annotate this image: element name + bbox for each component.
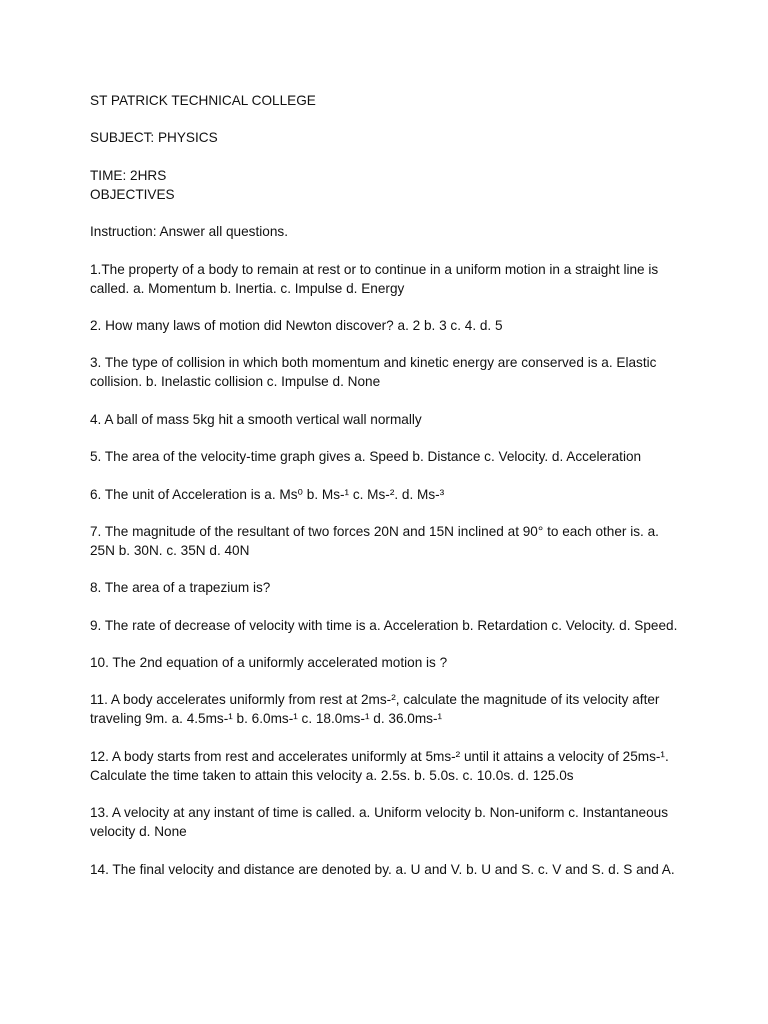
question-11 <box>90 690 680 728</box>
question-14 <box>90 860 680 879</box>
question-10 <box>90 653 680 672</box>
header-time-block <box>90 166 680 204</box>
document-page <box>90 91 680 897</box>
instruction-block <box>90 222 680 241</box>
time-line: TIME: 2HRS <box>90 167 167 183</box>
instruction-text: Instruction: Answer all questions. <box>90 224 288 240</box>
question-6 <box>90 485 680 504</box>
header-subject-block <box>90 128 680 147</box>
header-college-block <box>90 91 680 110</box>
section-title: OBJECTIVES <box>90 186 175 202</box>
question-text: 1.The property of a body to remain at rest or to continue in a uniform motion in a straight line is called. a. Momentum b. Inertia. c. Impulse d. Energy <box>90 261 659 296</box>
question-text: 13. A velocity at any instant of time is called. a. Uniform velocity b. Non-uniform c. Instantaneous velocity d. None <box>90 805 669 840</box>
question-text: 14. The final velocity and distance are denoted by. a. U and V. b. U and S. c. V and S. d. S and A. <box>90 861 675 877</box>
question-9 <box>90 616 680 635</box>
question-text: 2. How many laws of motion did Newton discover? a. 2 b. 3 c. 4. d. 5 <box>90 317 503 333</box>
question-text: 6. The unit of Acceleration is a. Ms⁰ b. Ms-¹ c. Ms-². d. Ms-³ <box>90 486 445 502</box>
question-3 <box>90 353 680 391</box>
question-4 <box>90 410 680 429</box>
college-name: ST PATRICK TECHNICAL COLLEGE <box>90 93 316 108</box>
subject-line: SUBJECT: PHYSICS <box>90 130 218 146</box>
question-12 <box>90 747 680 785</box>
question-text: 12. A body starts from rest and accelerates uniformly at 5ms-² until it attains a velocity of 25ms-¹. Calculate the time taken to attain this velocity a. 2.5s. b. 5.0s. c. 10.0s. d. 125.0s <box>90 748 669 783</box>
question-7 <box>90 522 680 560</box>
question-1 <box>90 260 680 298</box>
question-8 <box>90 578 680 597</box>
question-2 <box>90 316 680 335</box>
question-13 <box>90 803 680 841</box>
question-text: 5. The area of the velocity-time graph gives a. Speed b. Distance c. Velocity. d. Acceleration <box>90 449 642 465</box>
question-text: 7. The magnitude of the resultant of two forces 20N and 15N inclined at 90° to each other is. a. 25N b. 30N. c. 35N d. 40N <box>90 523 659 558</box>
question-5 <box>90 447 680 466</box>
question-text: 4. A ball of mass 5kg hit a smooth vertical wall normally <box>90 411 422 427</box>
question-text: 8. The area of a trapezium is? <box>90 580 271 596</box>
question-text: 9. The rate of decrease of velocity with time is a. Acceleration b. Retardation c. Velocity. d. Speed. <box>90 617 678 633</box>
question-text: 3. The type of collision in which both momentum and kinetic energy are conserved is a. Elastic collision. b. Inelastic collision c. Impulse d. None <box>90 355 657 390</box>
question-text: 10. The 2nd equation of a uniformly accelerated motion is ? <box>90 655 448 671</box>
question-text: 11. A body accelerates uniformly from rest at 2ms-², calculate the magnitude of its velocity after traveling 9m. a. 4.5ms-¹ b. 6.0ms-¹ c. 18.0ms-¹ d. 36.0ms-¹ <box>90 692 660 727</box>
